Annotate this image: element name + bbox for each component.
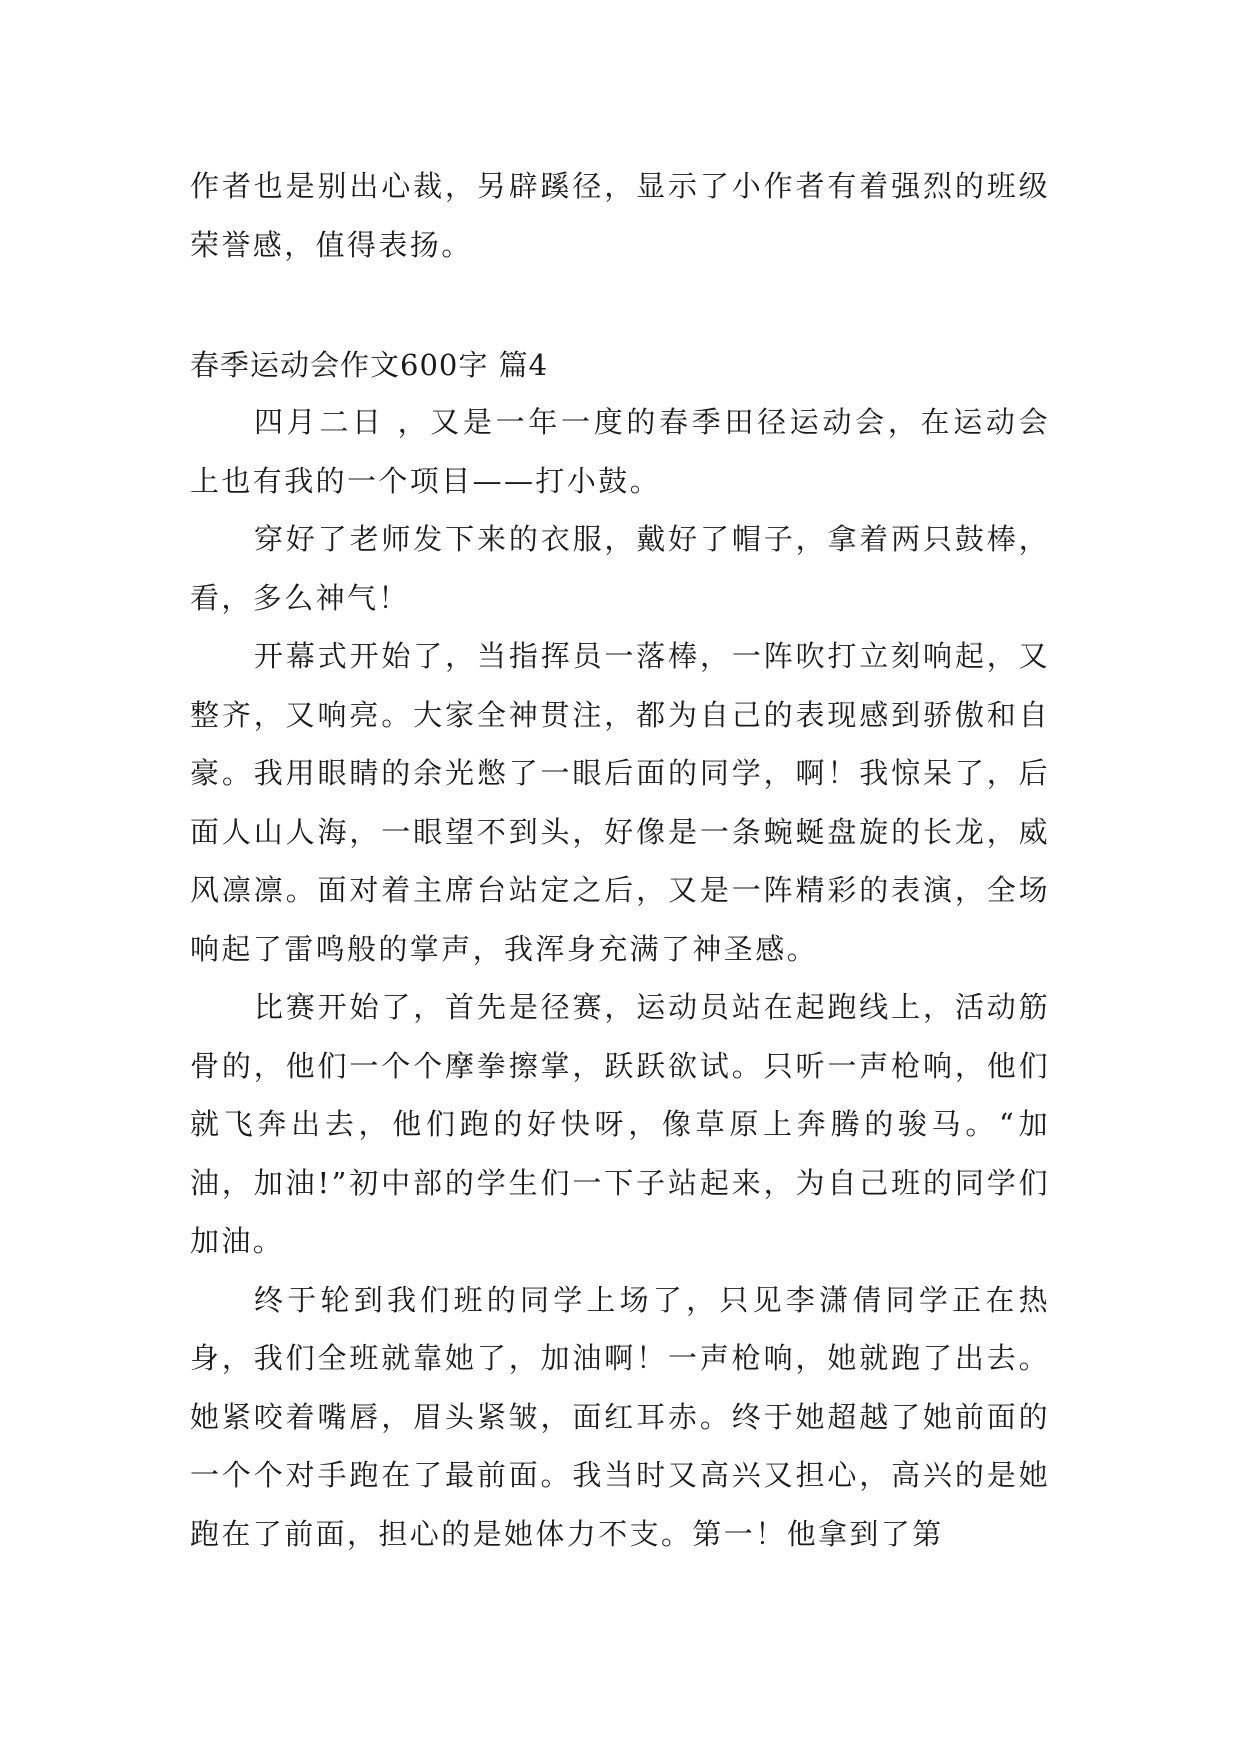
article-body <box>190 393 1050 1563</box>
paragraph: 开幕式开始了，当指挥员一落棒，一阵吹打立刻响起，又整齐，又响亮。大家全神贯注，都为自己的表现感到骄傲和自豪。我用眼睛的余光憋了一眼后面的同学，啊！我惊呆了，后面人山人海，一眼望不到头，好像是一条蜿蜒盘旋的长龙，威风凛凛。面对着主席台站定之后，又是一阵精彩的表演，全场响起了雷鸣般的掌声，我浑身充满了神圣感。 <box>190 639 1050 966</box>
paragraph: 穿好了老师发下来的衣服，戴好了帽子，拿着两只鼓棒，看，多么神气！ <box>190 522 1050 615</box>
intro-paragraph: 作者也是别出心裁，另辟蹊径，显示了小作者有着强烈的班级荣誉感，值得表扬。 <box>190 169 1050 262</box>
paragraph: 比赛开始了，首先是径赛，运动员站在起跑线上，活动筋骨的，他们一个个摩拳擦掌，跃跃欲试。只听一声枪响，他们就飞奔出去，他们跑的好快呀，像草原上奔腾的骏马。“加油，加油!”初中部的学生们一下子站起来，为自己班的同学们加油。 <box>190 990 1050 1258</box>
paragraph: 终于轮到我们班的同学上场了，只见李潇倩同学正在热身，我们全班就靠她了，加油啊！一声枪响，她就跑了出去。她紧咬着嘴唇，眉头紧皱，面红耳赤。终于她超越了她前面的一个个对手跑在了最前面。我当时又高兴又担心，高兴的是她跑在了前面，担心的是她体力不支。第一！他拿到了第 <box>190 1282 1050 1551</box>
article-title: 春季运动会作文600字 篇4 <box>190 348 549 382</box>
paragraph: 四月二日 ，又是一年一度的春季田径运动会，在运动会上也有我的一个项目——打小鼓。 <box>190 405 1050 498</box>
